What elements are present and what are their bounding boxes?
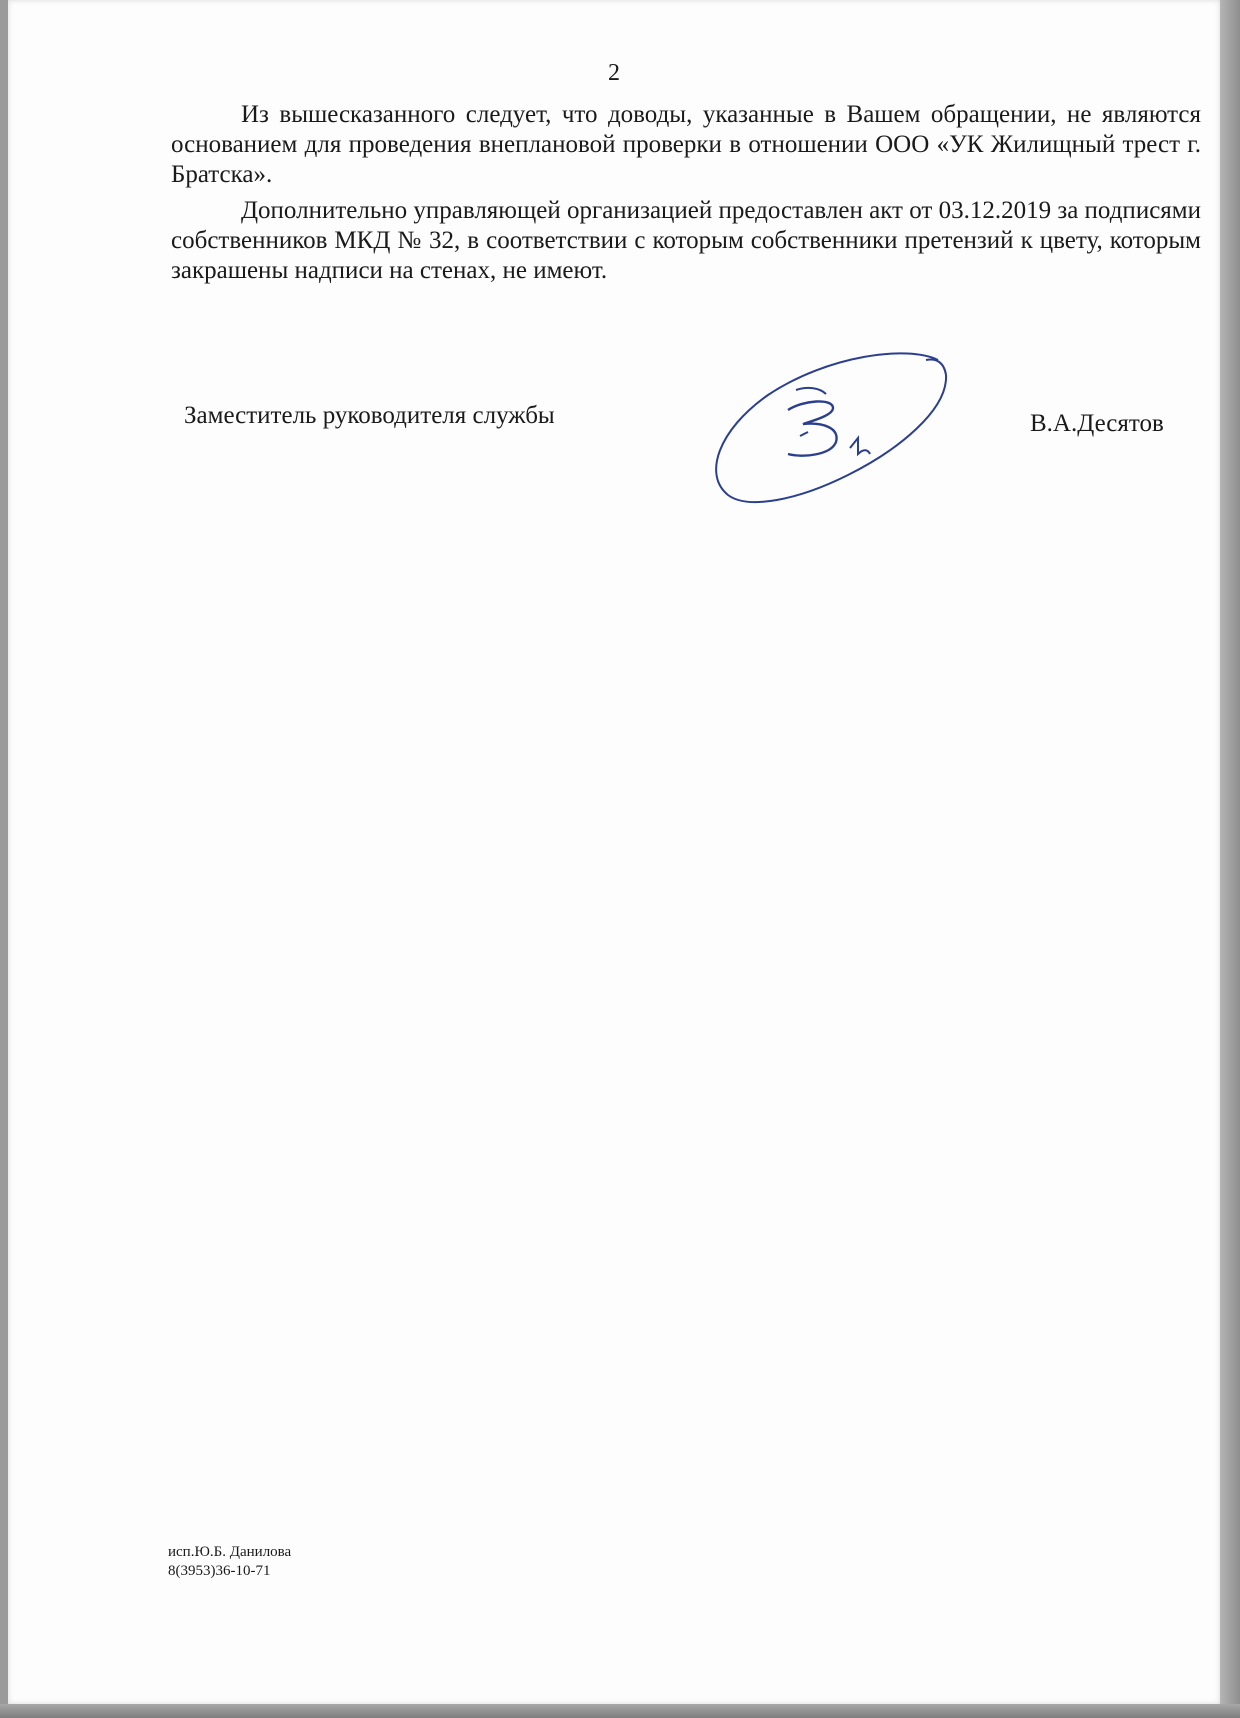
page-number: 2 (608, 60, 620, 86)
scan-edge-bottom (0, 1704, 1240, 1718)
scan-edge-right (1220, 0, 1240, 1718)
signatory-name: В.А.Десятов (1030, 410, 1164, 437)
handwritten-signature-icon (708, 350, 958, 510)
paragraph-2: Дополнительно управляющей организацией предоставлен акт от 03.12.2019 за подписями собственников МКД № 32, в соответствии с которым собственники претензий к цвету, которым закрашены надписи на стенах, не имеют. (171, 197, 1201, 284)
signatory-position: Заместитель руководителя службы (184, 402, 555, 429)
paragraph-1: Из вышесказанного следует, что доводы, указанные в Вашем обращении, не являются основанием для проведения внеплановой проверки в отношении ООО «УК Жилищный трест г. Братска». (171, 101, 1201, 188)
document-page (8, 0, 1220, 1704)
executor-info (168, 1543, 291, 1581)
executor-phone: 8(3953)36-10-71 (168, 1563, 271, 1579)
executor-name: исп.Ю.Б. Данилова (168, 1544, 292, 1560)
letter-body (171, 100, 1201, 292)
